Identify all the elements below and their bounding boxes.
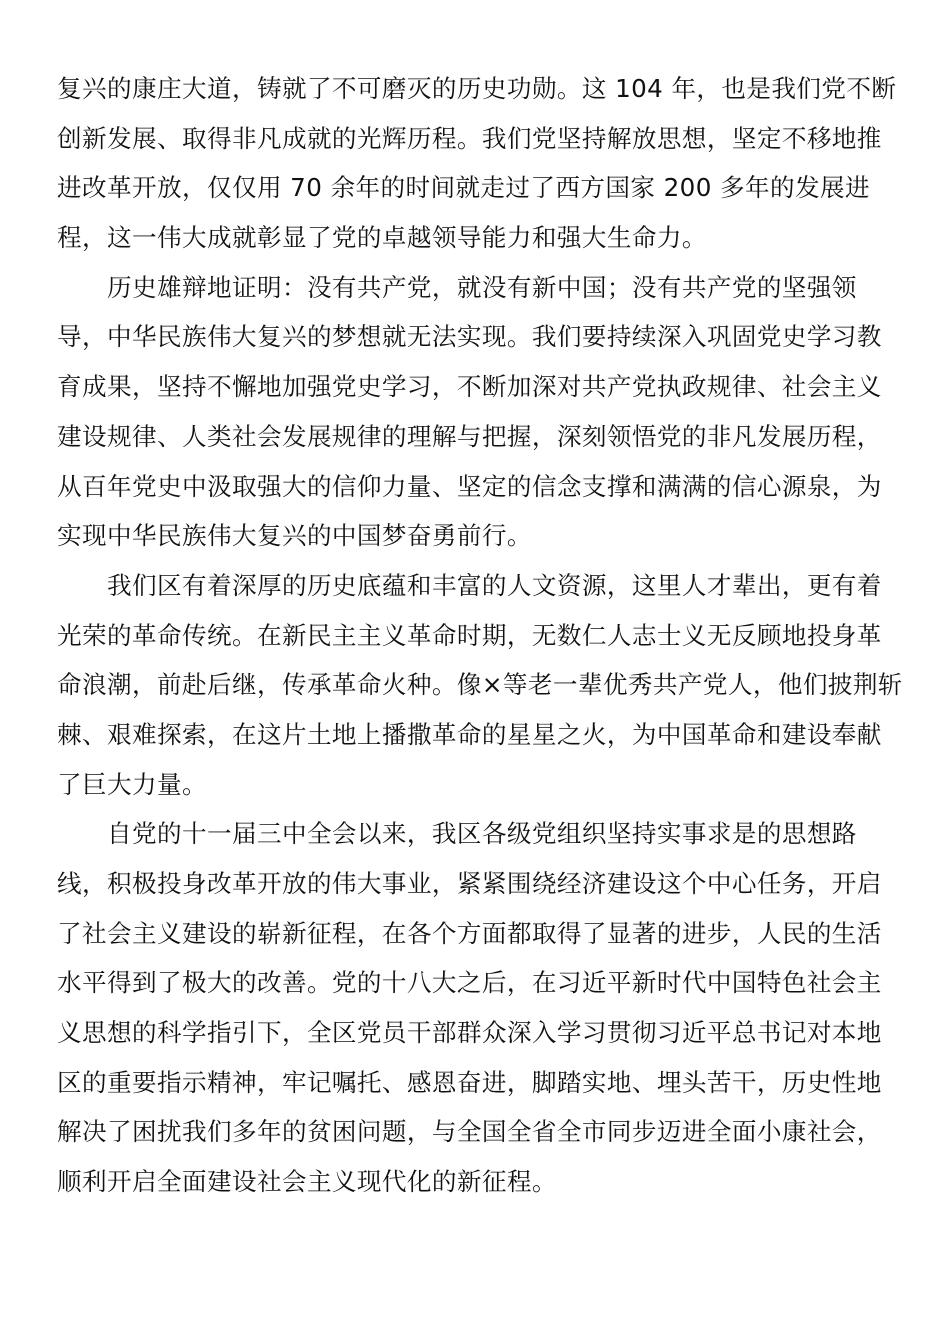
text-line: 实现中华民族伟大复兴的中国梦奋勇前行。	[57, 521, 532, 551]
text-line: 解决了困扰我们多年的贫困问题，与全国全省全市同步迈进全面小康社会，	[57, 1117, 882, 1147]
text-line: 了社会主义建设的崭新征程，在各个方面都取得了显著的进步，人民的生活	[57, 918, 882, 948]
text-line: 水平得到了极大的改善。党的十八大之后，在习近平新时代中国特色社会主	[57, 968, 882, 998]
document-body	[57, 64, 903, 1207]
text-line: 导，中华民族伟大复兴的梦想就无法实现。我们要持续深入巩固党史学习教	[57, 322, 882, 352]
text-line: 程，这一伟大成就彰显了党的卓越领导能力和强大生命力。	[57, 223, 707, 253]
text-line: 命浪潮，前赴后继，传承革命火种。像×等老一辈优秀共产党人，他们披荆斩	[57, 670, 903, 700]
text-line: 光荣的革命传统。在新民主主义革命时期，无数仁人志士义无反顾地投身革	[57, 620, 882, 650]
text-line: 自党的十一届三中全会以来，我区各级党组织坚持实事求是的思想路	[57, 819, 857, 849]
text-line: 从百年党史中汲取强大的信仰力量、坚定的信念支撑和满满的信心源泉，为	[57, 471, 882, 501]
text-line: 复兴的康庄大道，铸就了不可磨灭的历史功勋。这 104 年，也是我们党不断	[57, 74, 897, 103]
text-line: 了巨大力量。	[57, 769, 207, 799]
text-line: 育成果，坚持不懈地加强党史学习，不断加深对共产党执政规律、社会主义	[57, 372, 882, 402]
paragraph-4	[57, 809, 890, 1207]
text-line: 创新发展、取得非凡成就的光辉历程。我们党坚持解放思想，坚定不移地推	[57, 123, 882, 153]
text-line: 线，积极投身改革开放的伟大事业，紧紧围绕经济建设这个中心任务，开启	[57, 869, 882, 898]
text-line: 义思想的科学指引下，全区党员干部群众深入学习贯彻习近平总书记对本地	[57, 1018, 882, 1048]
paragraph-3	[57, 561, 903, 809]
text-line: 顺利开启全面建设社会主义现代化的新征程。	[57, 1167, 557, 1197]
text-line: 区的重要指示精神，牢记嘱托、感恩奋进，脚踏实地、埋头苦干，历史性地	[57, 1067, 882, 1097]
text-line: 我们区有着深厚的历史底蕴和丰富的人文资源，这里人才辈出，更有着	[57, 570, 882, 600]
text-line: 历史雄辩地证明：没有共产党，就没有新中国；没有共产党的坚强领	[57, 272, 857, 302]
text-line: 棘、艰难探索，在这片土地上播撒革命的星星之火，为中国革命和建设奉献	[57, 719, 882, 749]
text-line: 进改革开放，仅仅用 70 余年的时间就走过了西方国家 200 多年的发展进	[57, 173, 870, 203]
paragraph-2	[57, 263, 890, 561]
paragraph-1	[57, 64, 897, 263]
text-line: 建设规律、人类社会发展规律的理解与把握，深刻领悟党的非凡发展历程，	[57, 421, 882, 451]
